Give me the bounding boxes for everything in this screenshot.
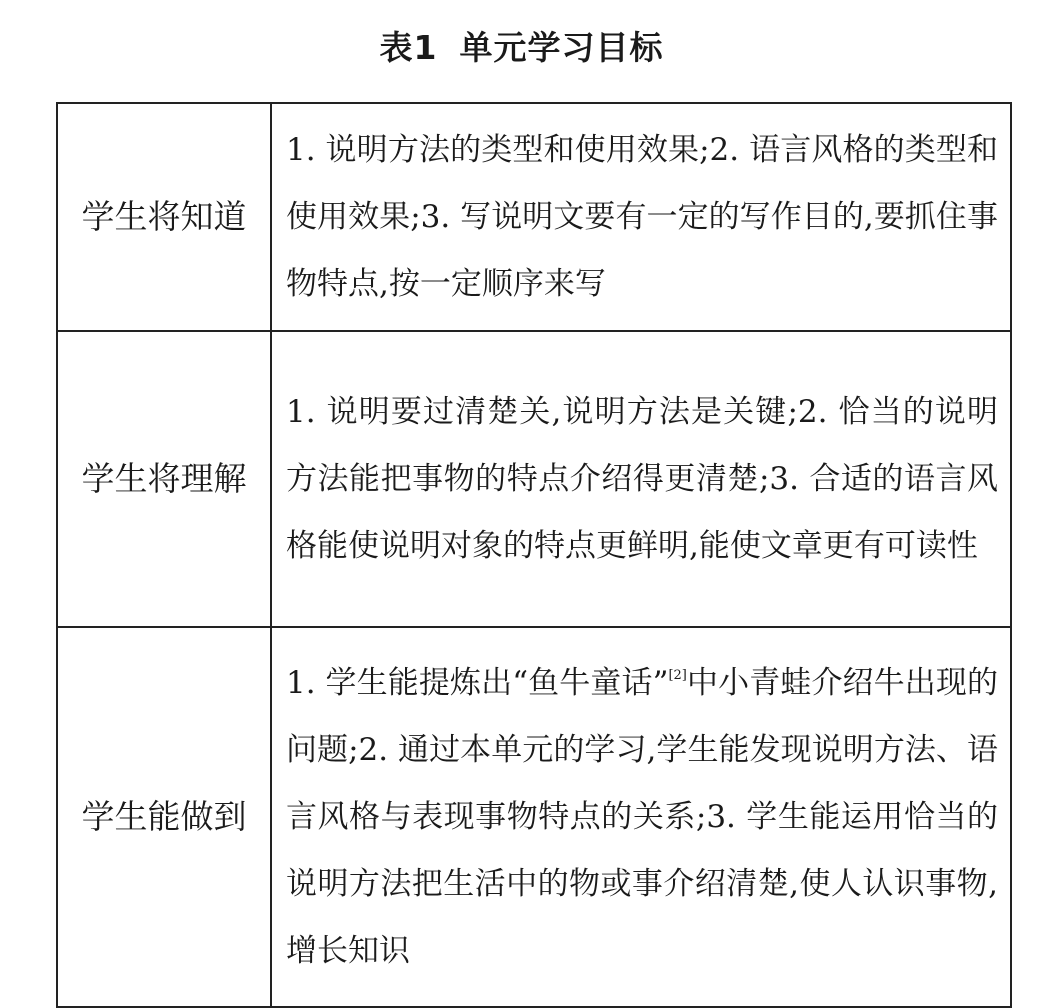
table-row (57, 103, 1011, 331)
row-content (271, 627, 1011, 1007)
citation-marker: [2] (668, 667, 687, 683)
table-caption (0, 26, 1043, 70)
table-number: 表1 (379, 28, 438, 67)
row-content-part: 1. 学生能提炼出“鱼牛童话” (286, 664, 669, 701)
row-content: 1. 说明方法的类型和使用效果;2. 语言风格的类型和使用效果;3. 写说明文要有一定的写作目的,要抓住事物特点,按一定顺序来写 (271, 103, 1011, 331)
row-label: 学生能做到 (57, 627, 271, 1007)
table-title: 单元学习目标 (459, 28, 664, 67)
table-row (57, 331, 1011, 627)
row-label: 学生将知道 (57, 103, 271, 331)
learning-goals-table (56, 102, 1012, 1008)
table-row (57, 627, 1011, 1007)
row-content: 1. 说明要过清楚关,说明方法是关键;2. 恰当的说明方法能把事物的特点介绍得更清楚;3. 合适的语言风格能使说明对象的特点更鲜明,能使文章更有可读性 (271, 331, 1011, 627)
row-content-part: 中小青蛙介绍牛出现的问题;2. 通过本单元的学习,学生能发现说明方法、语言风格与表现事物特点的关系;3. 学生能运用恰当的说明方法把生活中的物或事介绍清楚,使人认识事物,增长知识 (286, 664, 998, 969)
row-label: 学生将理解 (57, 331, 271, 627)
